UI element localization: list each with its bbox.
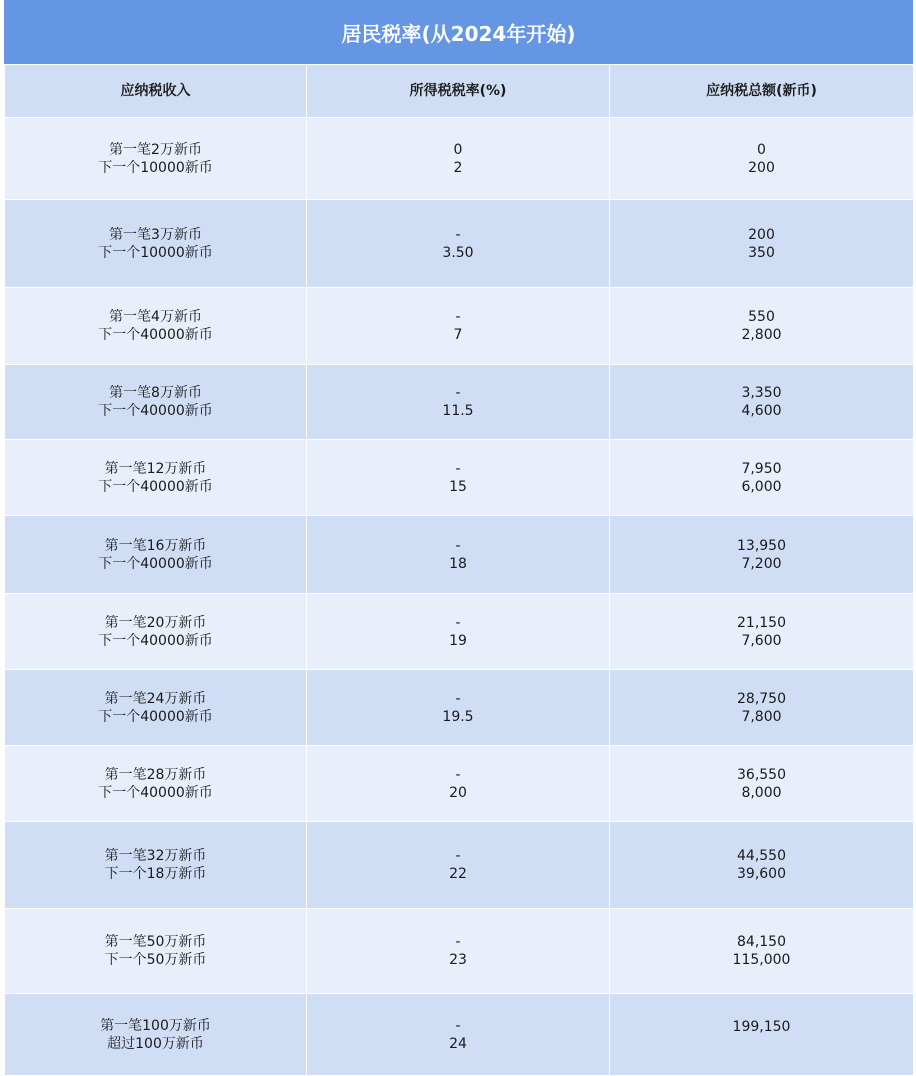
cell-rate bbox=[307, 516, 610, 594]
cell-tax-line: 200 bbox=[748, 226, 775, 243]
cell-rate bbox=[307, 746, 610, 822]
cell-tax-line: 200 bbox=[748, 159, 775, 176]
cell-tax-line: 7,800 bbox=[741, 708, 782, 725]
cell-income-line: 第一笔3万新币 bbox=[109, 226, 202, 243]
cell-tax bbox=[610, 594, 914, 670]
table-row bbox=[5, 516, 914, 594]
cell-income-line: 第一笔100万新币 bbox=[100, 1017, 211, 1034]
cell-rate-line: - bbox=[455, 690, 461, 707]
cell-income-line: 第一笔16万新币 bbox=[104, 537, 207, 554]
cell-tax-line: 0 bbox=[757, 141, 766, 158]
cell-tax bbox=[610, 670, 914, 746]
cell-tax-line: 350 bbox=[748, 244, 775, 261]
table-row bbox=[5, 909, 914, 994]
cell-rate bbox=[307, 365, 610, 440]
cell-income-line: 第一笔12万新币 bbox=[104, 460, 207, 477]
cell-income-line: 第一笔50万新币 bbox=[104, 934, 207, 950]
cell-tax bbox=[610, 365, 914, 440]
header-row bbox=[5, 65, 914, 118]
cell-income bbox=[5, 822, 307, 909]
cell-income-line: 下一个40000新币 bbox=[98, 708, 213, 725]
cell-rate-line: 19.5 bbox=[442, 708, 474, 725]
table-row bbox=[5, 594, 914, 670]
tax-rate-table-container bbox=[4, 0, 913, 1076]
cell-income-line: 下一个40000新币 bbox=[98, 403, 213, 419]
cell-rate bbox=[307, 822, 610, 909]
cell-tax bbox=[610, 822, 914, 909]
header-rate: 所得税税率(%) bbox=[307, 65, 610, 118]
table-row bbox=[5, 746, 914, 822]
cell-rate-line: - bbox=[455, 614, 461, 631]
cell-rate-line: 19 bbox=[449, 632, 467, 649]
table-row bbox=[5, 288, 914, 365]
cell-income bbox=[5, 200, 307, 288]
tax-rate-table bbox=[4, 64, 914, 1076]
cell-rate-line: - bbox=[455, 1017, 461, 1034]
cell-rate bbox=[307, 594, 610, 670]
cell-income-line: 下一个18万新币 bbox=[104, 866, 207, 882]
cell-rate-line: 3.50 bbox=[442, 244, 474, 261]
cell-rate-line: 11.5 bbox=[442, 403, 474, 419]
cell-tax bbox=[610, 440, 914, 516]
cell-tax bbox=[610, 746, 914, 822]
table-row bbox=[5, 440, 914, 516]
cell-tax-line: 7,200 bbox=[741, 555, 782, 572]
cell-income-line: 超过100万新币 bbox=[107, 1035, 204, 1052]
cell-tax-line: 115,000 bbox=[732, 952, 791, 968]
cell-rate-line: 18 bbox=[449, 555, 467, 572]
cell-income bbox=[5, 365, 307, 440]
cell-income-line: 下一个10000新币 bbox=[98, 244, 213, 261]
cell-tax-line: 4,600 bbox=[741, 403, 782, 419]
header-income: 应纳税收入 bbox=[5, 65, 307, 118]
table-title: 居民税率(从2024年开始) bbox=[4, 0, 913, 64]
cell-income bbox=[5, 746, 307, 822]
cell-income bbox=[5, 440, 307, 516]
table-row bbox=[5, 118, 914, 200]
cell-rate-line: - bbox=[455, 460, 461, 477]
cell-rate bbox=[307, 909, 610, 994]
cell-tax bbox=[610, 994, 914, 1076]
cell-rate-line: 22 bbox=[449, 866, 467, 882]
cell-income bbox=[5, 670, 307, 746]
cell-income-line: 第一笔8万新币 bbox=[109, 385, 202, 401]
cell-tax-line: 36,550 bbox=[737, 766, 786, 783]
cell-rate-line: 20 bbox=[449, 784, 467, 801]
cell-income bbox=[5, 909, 307, 994]
header-tax: 应纳税总额(新币) bbox=[610, 65, 914, 118]
cell-income-line: 第一笔2万新币 bbox=[109, 141, 202, 158]
cell-income-line: 第一笔32万新币 bbox=[104, 848, 207, 864]
cell-rate-line: - bbox=[455, 766, 461, 783]
cell-income-line: 下一个40000新币 bbox=[98, 555, 213, 572]
cell-tax bbox=[610, 909, 914, 994]
cell-tax-line: 84,150 bbox=[737, 934, 786, 950]
cell-rate-line: 15 bbox=[449, 478, 467, 495]
cell-rate bbox=[307, 994, 610, 1076]
table-row bbox=[5, 994, 914, 1076]
cell-rate-line: - bbox=[455, 226, 461, 243]
table-row bbox=[5, 822, 914, 909]
cell-income bbox=[5, 516, 307, 594]
cell-income bbox=[5, 288, 307, 365]
cell-tax bbox=[610, 516, 914, 594]
cell-tax-line: 7,600 bbox=[741, 632, 782, 649]
cell-rate-line: 0 bbox=[453, 141, 463, 158]
cell-tax-line: 6,000 bbox=[741, 478, 782, 495]
cell-income-line: 下一个40000新币 bbox=[98, 327, 213, 343]
cell-rate bbox=[307, 118, 610, 200]
cell-rate-line: 24 bbox=[449, 1035, 467, 1052]
cell-income bbox=[5, 594, 307, 670]
cell-income bbox=[5, 118, 307, 200]
cell-tax-line: 28,750 bbox=[737, 690, 786, 707]
cell-tax-line: 199,150 bbox=[732, 1019, 791, 1035]
cell-tax-line: 13,950 bbox=[737, 537, 786, 554]
cell-tax-line: 7,950 bbox=[741, 460, 782, 477]
cell-rate-line: - bbox=[455, 934, 461, 950]
table-row bbox=[5, 200, 914, 288]
cell-tax-line: 39,600 bbox=[737, 866, 786, 882]
cell-tax bbox=[610, 118, 914, 200]
table-body bbox=[5, 118, 914, 1076]
cell-rate bbox=[307, 200, 610, 288]
cell-income-line: 下一个10000新币 bbox=[98, 159, 213, 176]
cell-income-line: 第一笔4万新币 bbox=[109, 309, 202, 325]
cell-tax-line: 44,550 bbox=[737, 848, 786, 864]
cell-rate-line: - bbox=[455, 309, 461, 325]
cell-income-line: 下一个40000新币 bbox=[98, 478, 213, 495]
cell-income-line: 第一笔24万新币 bbox=[104, 690, 207, 707]
cell-rate bbox=[307, 288, 610, 365]
cell-income bbox=[5, 994, 307, 1076]
cell-rate-line: 2 bbox=[453, 159, 463, 176]
cell-tax-line: 8,000 bbox=[741, 784, 782, 801]
cell-tax-line: 550 bbox=[748, 309, 775, 325]
cell-rate bbox=[307, 670, 610, 746]
cell-tax-line: 3,350 bbox=[741, 385, 782, 401]
cell-tax-line: 21,150 bbox=[737, 614, 786, 631]
cell-rate-line: 7 bbox=[453, 327, 463, 343]
cell-income-line: 第一笔28万新币 bbox=[104, 766, 207, 783]
cell-rate-line: - bbox=[455, 385, 461, 401]
cell-income-line: 下一个40000新币 bbox=[98, 632, 213, 649]
cell-tax-line: 2,800 bbox=[741, 327, 782, 343]
table-row bbox=[5, 365, 914, 440]
cell-rate-line: - bbox=[455, 537, 461, 554]
cell-income-line: 下一个50万新币 bbox=[104, 952, 207, 968]
cell-tax bbox=[610, 200, 914, 288]
table-row bbox=[5, 670, 914, 746]
cell-rate bbox=[307, 440, 610, 516]
cell-income-line: 第一笔20万新币 bbox=[104, 614, 207, 631]
cell-income-line: 下一个40000新币 bbox=[98, 784, 213, 801]
cell-rate-line: 23 bbox=[449, 952, 467, 968]
cell-rate-line: - bbox=[455, 848, 461, 864]
cell-tax bbox=[610, 288, 914, 365]
